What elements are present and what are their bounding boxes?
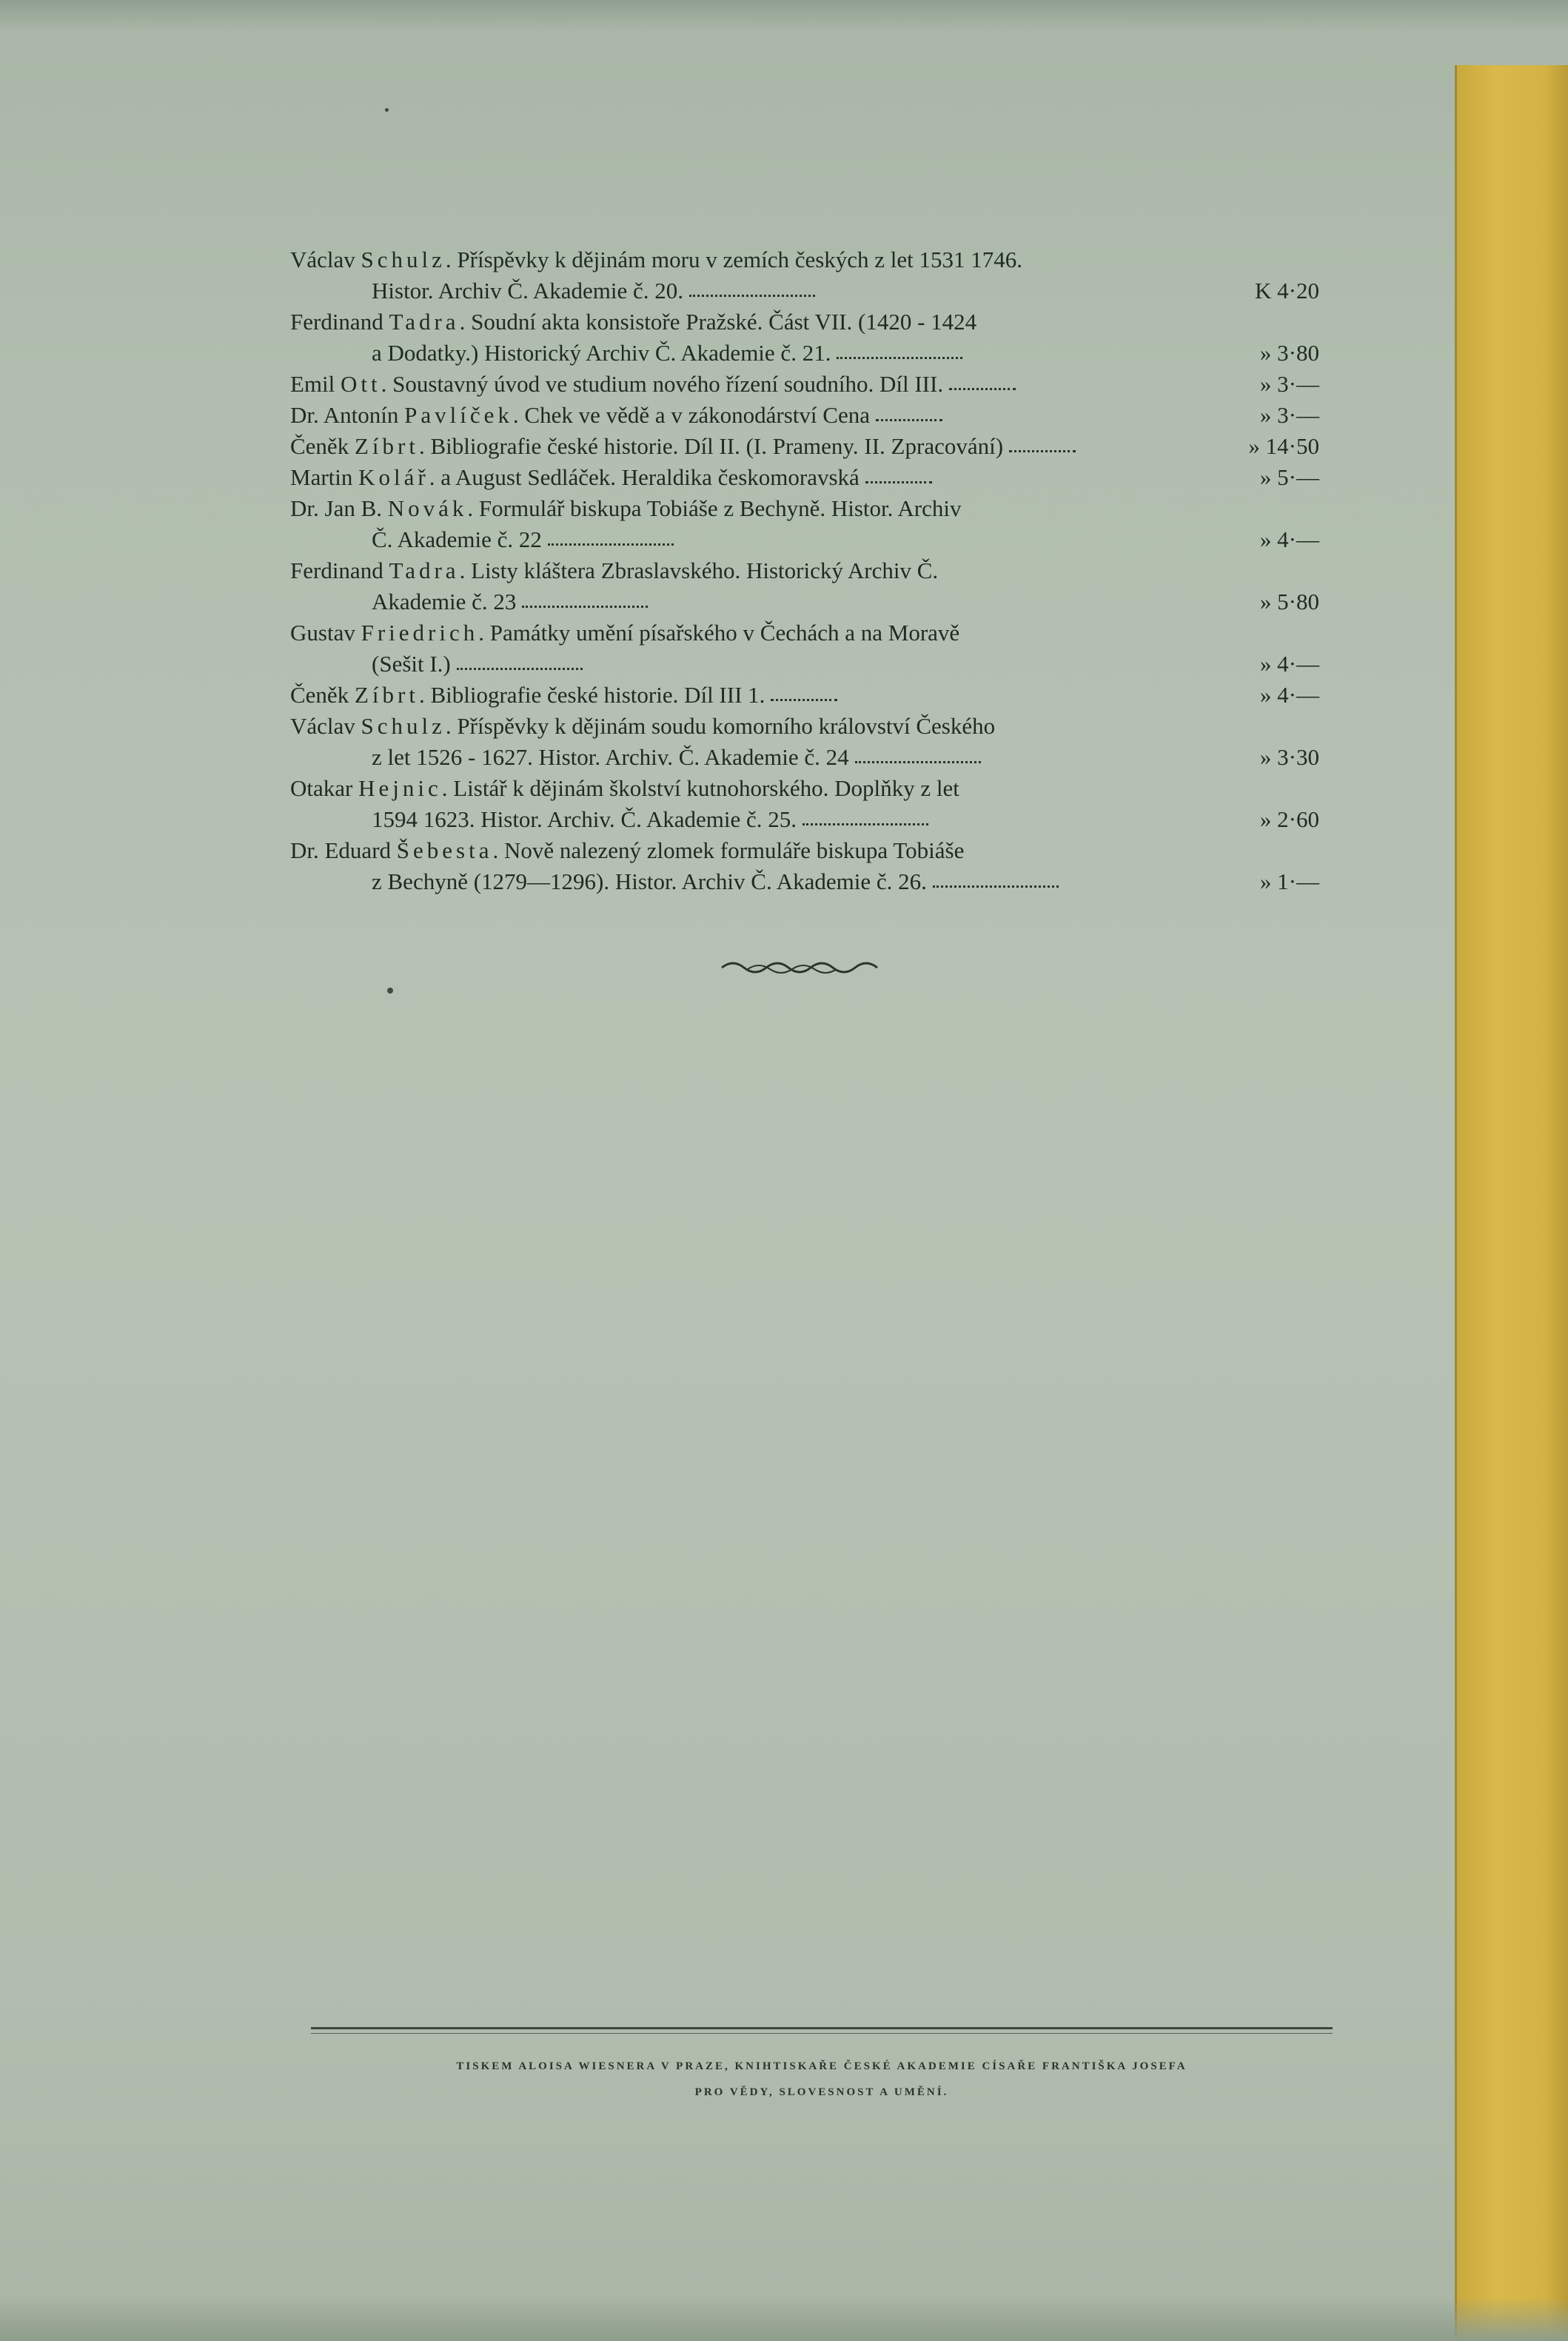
entry-title-continuation: Akademie č. 23 xyxy=(372,589,517,614)
entry-author-surname: Zíbrt xyxy=(354,682,419,708)
entry-title: Formulář biskupa Tobiáše z Bechyně. Histor. Archiv xyxy=(478,495,962,521)
entry-title-continuation: a Dodatky.) Historický Archiv Č. Akademie č. 21. xyxy=(372,340,831,366)
entry-title: Listy kláštera Zbraslavského. Historický Archiv Č. xyxy=(471,557,939,583)
leader-dots xyxy=(771,693,837,701)
catalog-entry: Václav Schulz. Příspěvky k dějinám moru v zemích českých z let 1531 1746. Histor. Archiv Č. Akademie č. 20. K 4·20 xyxy=(290,244,1319,307)
entry-author-name: Dr. Eduard xyxy=(290,837,392,863)
entry-title: Nově nalezený zlomek formuláře biskupa Tobiáše xyxy=(503,837,965,863)
entry-title: Soustavný úvod ve studium nového řízení soudního. Díl III. xyxy=(392,371,944,397)
entry-author-name: Gustav xyxy=(290,620,355,646)
entry-title: a August Sedláček. Heraldika českomoravská xyxy=(440,464,860,490)
leader-dots xyxy=(457,662,583,670)
catalog-entry: Dr. Antonín Pavlíček. Chek ve vědě a v zákonodárství Cena » 3·— xyxy=(290,400,1319,431)
entry-author-surname: Ott xyxy=(341,371,381,397)
entry-author-surname: Hejnic xyxy=(358,775,442,801)
catalog-entry: Ferdinand Tadra. Listy kláštera Zbraslavského. Historický Archiv Č. Akademie č. 23 » 5·80 xyxy=(290,555,1319,617)
entry-title-continuation: (Sešit I.) xyxy=(372,651,451,677)
imprint-rule-thin xyxy=(311,2033,1333,2034)
entry-author-name: Otakar xyxy=(290,775,353,801)
printer-imprint-line2: PRO VĚDY, SLOVESNOST A UMĚNÍ. xyxy=(694,2086,949,2098)
catalog-entry: Dr. Eduard Šebesta. Nově nalezený zlomek formuláře biskupa Tobiáše z Bechyně (1279—1296). Histor. Archiv Č. Akademie č. 26. » 1·— xyxy=(290,835,1319,897)
entry-price: » 5·— xyxy=(1259,464,1319,490)
leader-dots xyxy=(865,475,932,483)
entry-author-surname: Schulz xyxy=(361,247,446,272)
publication-catalog xyxy=(290,244,1319,897)
entry-author-surname: Pavlíček xyxy=(404,402,513,428)
entry-price: » 4·— xyxy=(1259,651,1319,677)
entry-title: Bibliografie české historie. Díl III 1. xyxy=(430,682,765,708)
paper-speck xyxy=(385,108,389,112)
leader-dots xyxy=(689,289,815,297)
catalog-entry: Ferdinand Tadra. Soudní akta konsistoře Pražské. Část VII. (1420 - 1424 a Dodatky.) Historický Archiv Č. Akademie č. 21. » 3·80 xyxy=(290,307,1319,369)
leader-dots xyxy=(522,600,648,608)
cover-top-edge xyxy=(0,0,1568,30)
leader-dots xyxy=(548,537,674,546)
printer-imprint-line1: TISKEM ALOISA WIESNERA V PRAZE, KNIHTISKAŘE ČESKÉ AKADEMIE CÍSAŘE FRANTIŠKA JOSEFA xyxy=(456,2060,1187,2072)
entry-author-name: Václav xyxy=(290,247,355,272)
leader-dots xyxy=(933,880,1059,888)
entry-title: Bibliografie české historie. Díl II. (I. Prameny. II. Zpracování) xyxy=(430,433,1004,459)
leader-dots xyxy=(855,755,981,763)
leader-dots xyxy=(876,413,942,421)
entry-author-surname: Schulz xyxy=(361,713,446,739)
entry-title: Chek ve vědě a v zákonodárství Cena xyxy=(524,402,870,428)
entry-price: » 3·— xyxy=(1259,402,1319,428)
entry-price: » 4·— xyxy=(1259,526,1319,552)
entry-author-name: Ferdinand xyxy=(290,557,383,583)
entry-price: » 1·— xyxy=(1259,868,1319,894)
entry-title-continuation: Histor. Archiv Č. Akademie č. 20. xyxy=(372,278,684,304)
entry-title: Soudní akta konsistoře Pražské. Část VII. (1420 - 1424 xyxy=(471,309,977,335)
entry-author-name: Emil xyxy=(290,371,335,397)
entry-title-continuation: Č. Akademie č. 22 xyxy=(372,526,542,552)
paper-speck xyxy=(387,988,393,994)
catalog-entry: Martin Kolář. a August Sedláček. Heraldika českomoravská » 5·— xyxy=(290,462,1319,493)
leader-dots xyxy=(949,382,1016,390)
entry-price: K 4·20 xyxy=(1255,278,1319,304)
entry-author-surname: Kolář xyxy=(358,464,429,490)
entry-price: » 2·60 xyxy=(1259,806,1319,832)
entry-author-name: Martin xyxy=(290,464,353,490)
catalog-entry: Dr. Jan B. Novák. Formulář biskupa Tobiáše z Bechyně. Histor. Archiv Č. Akademie č. 22 » 4·— xyxy=(290,493,1319,555)
entry-author-surname: Zíbrt xyxy=(354,433,419,459)
catalog-entry: Václav Schulz. Příspěvky k dějinám soudu komorního království Českého z let 1526 - 1627. Histor. Archiv. Č. Akademie č. 24 » 3·30 xyxy=(290,711,1319,773)
catalog-entry: Emil Ott. Soustavný úvod ve studium nového řízení soudního. Díl III. » 3·— xyxy=(290,369,1319,400)
entry-title-continuation: z Bechyně (1279—1296). Histor. Archiv Č. Akademie č. 26. xyxy=(372,868,927,894)
entry-author-name: Čeněk xyxy=(290,682,349,708)
catalog-entry: Čeněk Zíbrt. Bibliografie české historie. Díl II. (I. Prameny. II. Zpracování) » 14·50 xyxy=(290,431,1319,462)
catalog-entry: Čeněk Zíbrt. Bibliografie české historie. Díl III 1. » 4·— xyxy=(290,680,1319,711)
entry-author-name: Václav xyxy=(290,713,355,739)
entry-author-surname: Friedrich xyxy=(361,620,479,646)
entry-title: Příspěvky k dějinám moru v zemích českých z let 1531 1746. xyxy=(457,247,1023,272)
entry-price: » 14·50 xyxy=(1248,433,1319,459)
entry-title-continuation: z let 1526 - 1627. Histor. Archiv. Č. Akademie č. 24 xyxy=(372,744,849,770)
entry-author-name: Ferdinand xyxy=(290,309,383,335)
entry-author-surname: Novák xyxy=(387,495,468,521)
leader-dots xyxy=(803,817,928,825)
entry-author-name: Dr. Jan B. xyxy=(290,495,382,521)
catalog-entry: Otakar Hejnic. Listář k dějinám školství kutnohorského. Doplňky z let 1594 1623. Histor. Archiv. Č. Akademie č. 25. » 2·60 xyxy=(290,773,1319,835)
entry-author-surname: Tadra xyxy=(389,309,460,335)
entry-title: Příspěvky k dějinám soudu komorního království Českého xyxy=(457,713,996,739)
entry-author-surname: Šebesta xyxy=(396,837,493,863)
book-spine-strip xyxy=(1455,65,1568,2341)
entry-title-continuation: 1594 1623. Histor. Archiv. Č. Akademie č. 25. xyxy=(372,806,797,832)
entry-price: » 3·— xyxy=(1259,371,1319,397)
entry-price: » 3·80 xyxy=(1259,340,1319,366)
ornament-divider-icon xyxy=(718,951,881,981)
entry-title: Listář k dějinám školství kutnohorského. Doplňky z let xyxy=(453,775,959,801)
cover-bottom-edge xyxy=(0,2297,1568,2341)
entry-author-name: Dr. Antonín xyxy=(290,402,399,428)
entry-price: » 5·80 xyxy=(1259,589,1319,614)
entry-author-surname: Tadra xyxy=(389,557,460,583)
entry-price: » 4·— xyxy=(1259,682,1319,708)
imprint-rule xyxy=(311,2027,1333,2029)
leader-dots xyxy=(1009,444,1076,452)
leader-dots xyxy=(837,351,962,359)
entry-price: » 3·30 xyxy=(1259,744,1319,770)
entry-author-name: Čeněk xyxy=(290,433,349,459)
entry-title: Památky umění písařského v Čechách a na Moravě xyxy=(489,620,960,646)
catalog-entry: Gustav Friedrich. Památky umění písařského v Čechách a na Moravě (Sešit I.) » 4·— xyxy=(290,617,1319,680)
